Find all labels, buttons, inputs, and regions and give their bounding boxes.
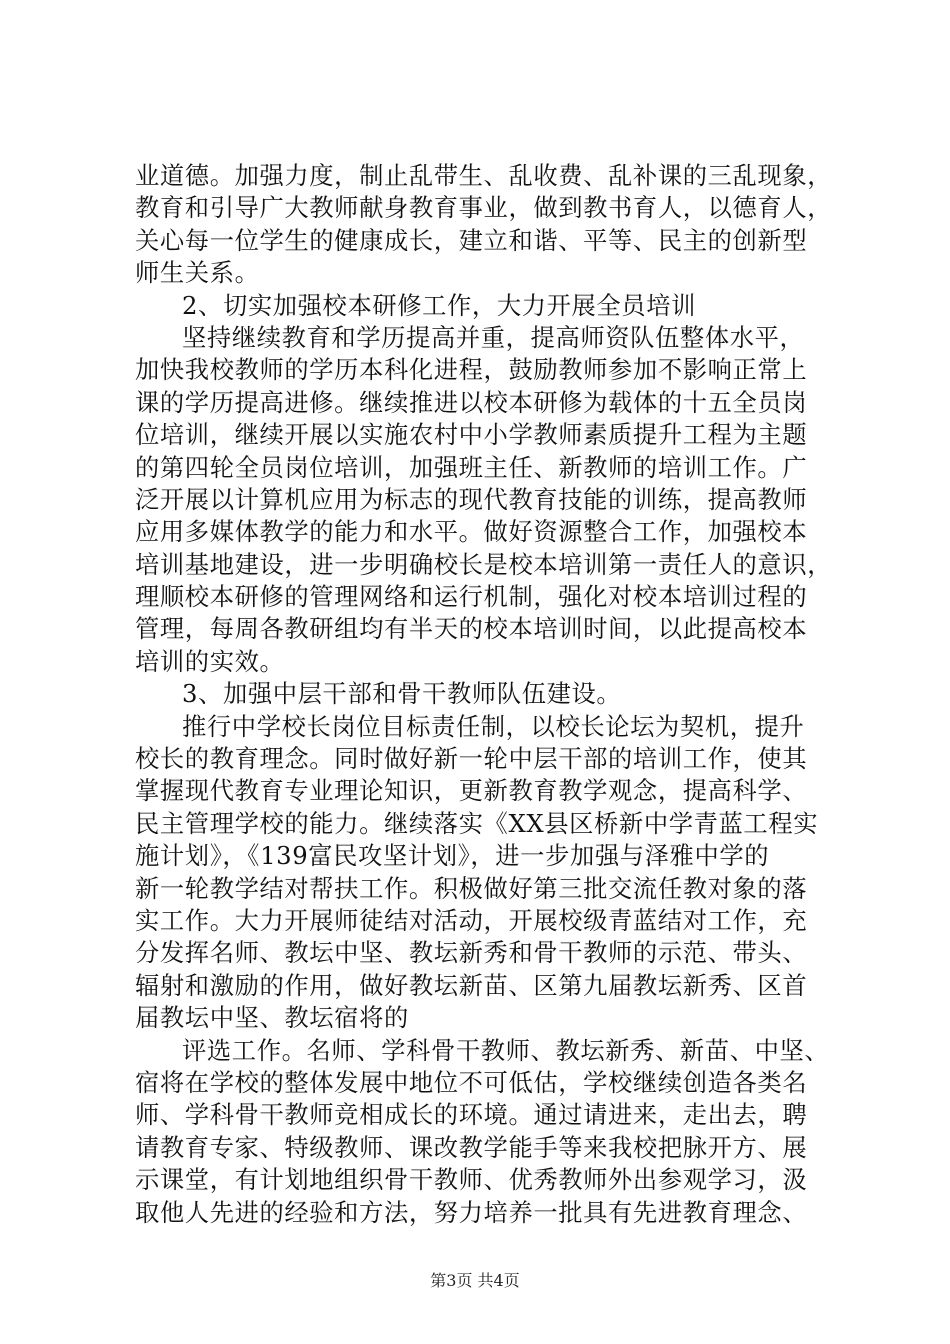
- text-line: 理顺校本研修的管理网络和运行机制，强化对校本培训过程的: [135, 582, 808, 612]
- text-line: 实工作。大力开展师徒结对活动，开展校级青蓝结对工作，充: [135, 905, 808, 935]
- text-line: 校长的教育理念。同时做好新一轮中层干部的培训工作，使其: [135, 744, 808, 774]
- section-heading: 3、加强中层干部和骨干教师队伍建设。: [182, 679, 622, 709]
- text-line: 掌握现代教育专业理论知识，更新教育教学观念，提高科学、: [135, 776, 808, 806]
- text-line: 加快我校教师的学历本科化进程，鼓励教师参加不影响正常上: [135, 355, 808, 385]
- text-line: 届教坛中坚、教坛宿将的: [135, 1003, 409, 1033]
- text-line: 管理，每周各教研组均有半天的校本培训时间，以此提高校本: [135, 614, 808, 644]
- text-line: 教育和引导广大教师献身教育事业，做到教书育人，以德育人，: [135, 193, 833, 223]
- text-line: 评选工作。名师、学科骨干教师、教坛新秀、新苗、中坚、: [182, 1035, 830, 1065]
- text-line: 师、学科骨干教师竞相成长的环境。通过请进来，走出去，聘: [135, 1100, 808, 1130]
- text-line: 应用多媒体教学的能力和水平。做好资源整合工作，加强校本: [135, 517, 808, 547]
- text-line: 课的学历提高进修。继续推进以校本研修为载体的十五全员岗: [135, 387, 808, 417]
- section-heading: 2、切实加强校本研修工作，大力开展全员培训: [182, 290, 696, 320]
- text-line: 泛开展以计算机应用为标志的现代教育技能的训练，提高教师: [135, 484, 808, 514]
- text-line: 施计划》，《139富民攻坚计划》，进一步加强与泽雅中学的: [135, 841, 770, 871]
- text-line: 示课堂，有计划地组织骨干教师、优秀教师外出参观学习，汲: [135, 1165, 808, 1195]
- text-line: 培训的实效。: [135, 646, 285, 676]
- body-text: [135, 160, 833, 1229]
- text-line: 位培训，继续开展以实施农村中小学教师素质提升工程为主题: [135, 420, 808, 450]
- text-line: 新一轮教学结对帮扶工作。积极做好第三批交流任教对象的落: [135, 873, 808, 903]
- page-footer: [0, 1268, 950, 1291]
- text-line: 辐射和激励的作用，做好教坛新苗、区第九届教坛新秀、区首: [135, 970, 808, 1000]
- text-line: 取他人先进的经验和方法，努力培养一批具有先进教育理念、: [135, 1197, 808, 1227]
- text-line: 的第四轮全员岗位培训，加强班主任、新教师的培训工作。广: [135, 452, 808, 482]
- text-line: 民主管理学校的能力。继续落实《XX县区桥新中学青蓝工程实: [135, 808, 819, 838]
- text-line: 师生关系。: [135, 258, 260, 288]
- text-line: 推行中学校长岗位目标责任制，以校长论坛为契机，提升: [182, 711, 805, 741]
- text-line: 请教育专家、特级教师、课改教学能手等来我校把脉开方、展: [135, 1132, 808, 1162]
- text-line: 宿将在学校的整体发展中地位不可低估，学校继续创造各类名: [135, 1067, 808, 1097]
- page-total: 共4页: [477, 1271, 520, 1290]
- text-line: 培训基地建设，进一步明确校长是校本培训第一责任人的意识，: [135, 549, 833, 579]
- text-line: 分发挥名师、教坛中坚、教坛新秀和骨干教师的示范、带头、: [135, 938, 808, 968]
- text-line: 关心每一位学生的健康成长，建立和谐、平等、民主的创新型: [135, 225, 808, 255]
- page-number: 第3页: [430, 1271, 473, 1290]
- text-line: 业道德。加强力度，制止乱带生、乱收费、乱补课的三乱现象，: [135, 161, 833, 190]
- text-line: 坚持继续教育和学历提高并重，提高师资队伍整体水平，: [182, 322, 805, 352]
